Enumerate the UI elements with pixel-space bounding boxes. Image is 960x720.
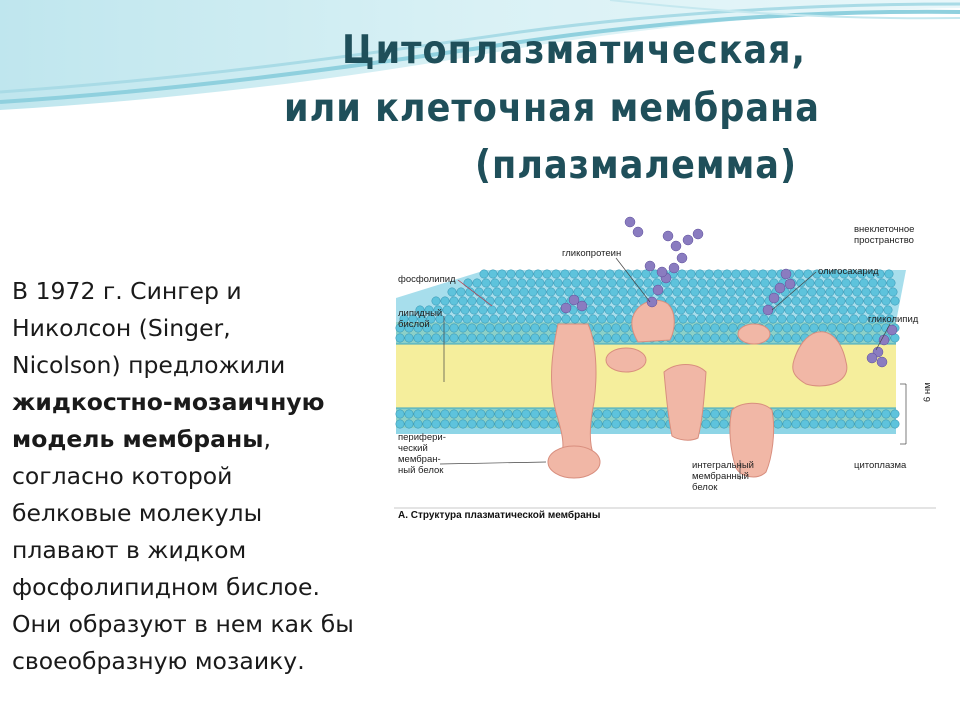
membrane-figure [376,212,942,530]
body-line: белковые молекулы [12,499,263,527]
channel-protein [664,365,706,441]
label-peripheral-3: мембран- [398,454,441,465]
label-integral-1: интегральный [692,460,754,471]
label-cytoplasm: цитоплазма [854,460,907,471]
label-peripheral-4: ный белок [398,465,444,476]
body-line: своеобразную мозаику. [12,647,305,675]
title-line-1: Цитоплазматическая, [342,28,806,73]
body-text [12,273,392,680]
label-glycolipid: гликолипид [868,314,919,325]
body-line: Они образуют в нем как бы [12,610,354,638]
label-oligosaccharide: олигосахарид [818,266,879,277]
title-line-3: (плазмалемма) [475,143,797,188]
label-glycoprotein: гликопротеин [562,248,622,259]
body-line: согласно которой [12,462,233,490]
label-extracellular-1: внеклеточное [854,224,915,235]
label-lipid-bilayer-1: липидный [398,308,443,319]
label-thickness: 6 нм [922,382,933,402]
figure-caption: А. Структура плазматической мембраны [398,510,601,521]
body-line: Николсон (Singer, [12,314,231,342]
label-integral-2: мембранный [692,471,749,482]
label-peripheral-1: перифери- [398,432,446,443]
label-extracellular-2: пространство [854,235,914,246]
body-comma: , [263,425,271,453]
label-lipid-bilayer-2: бислой [398,319,430,330]
body-line: фосфолипидном бислое. [12,573,320,601]
label-peripheral-2: ческий [398,443,428,454]
body-line: плавают в жидком [12,536,247,564]
body-line: В 1972 г. Сингер и [12,277,242,305]
label-integral-3: белок [692,482,718,493]
body-line: Nicolson) предложили [12,351,286,379]
small-protein-2 [738,324,770,344]
peripheral-protein [548,446,600,478]
label-phospholipid: фосфолипид [398,274,456,285]
small-protein-1 [606,348,646,372]
title-line-2: или клеточная мембрана [284,86,820,131]
body-bold-line: модель мембраны [12,425,264,453]
body-bold-line: жидкостно-мозаичную [12,388,325,416]
